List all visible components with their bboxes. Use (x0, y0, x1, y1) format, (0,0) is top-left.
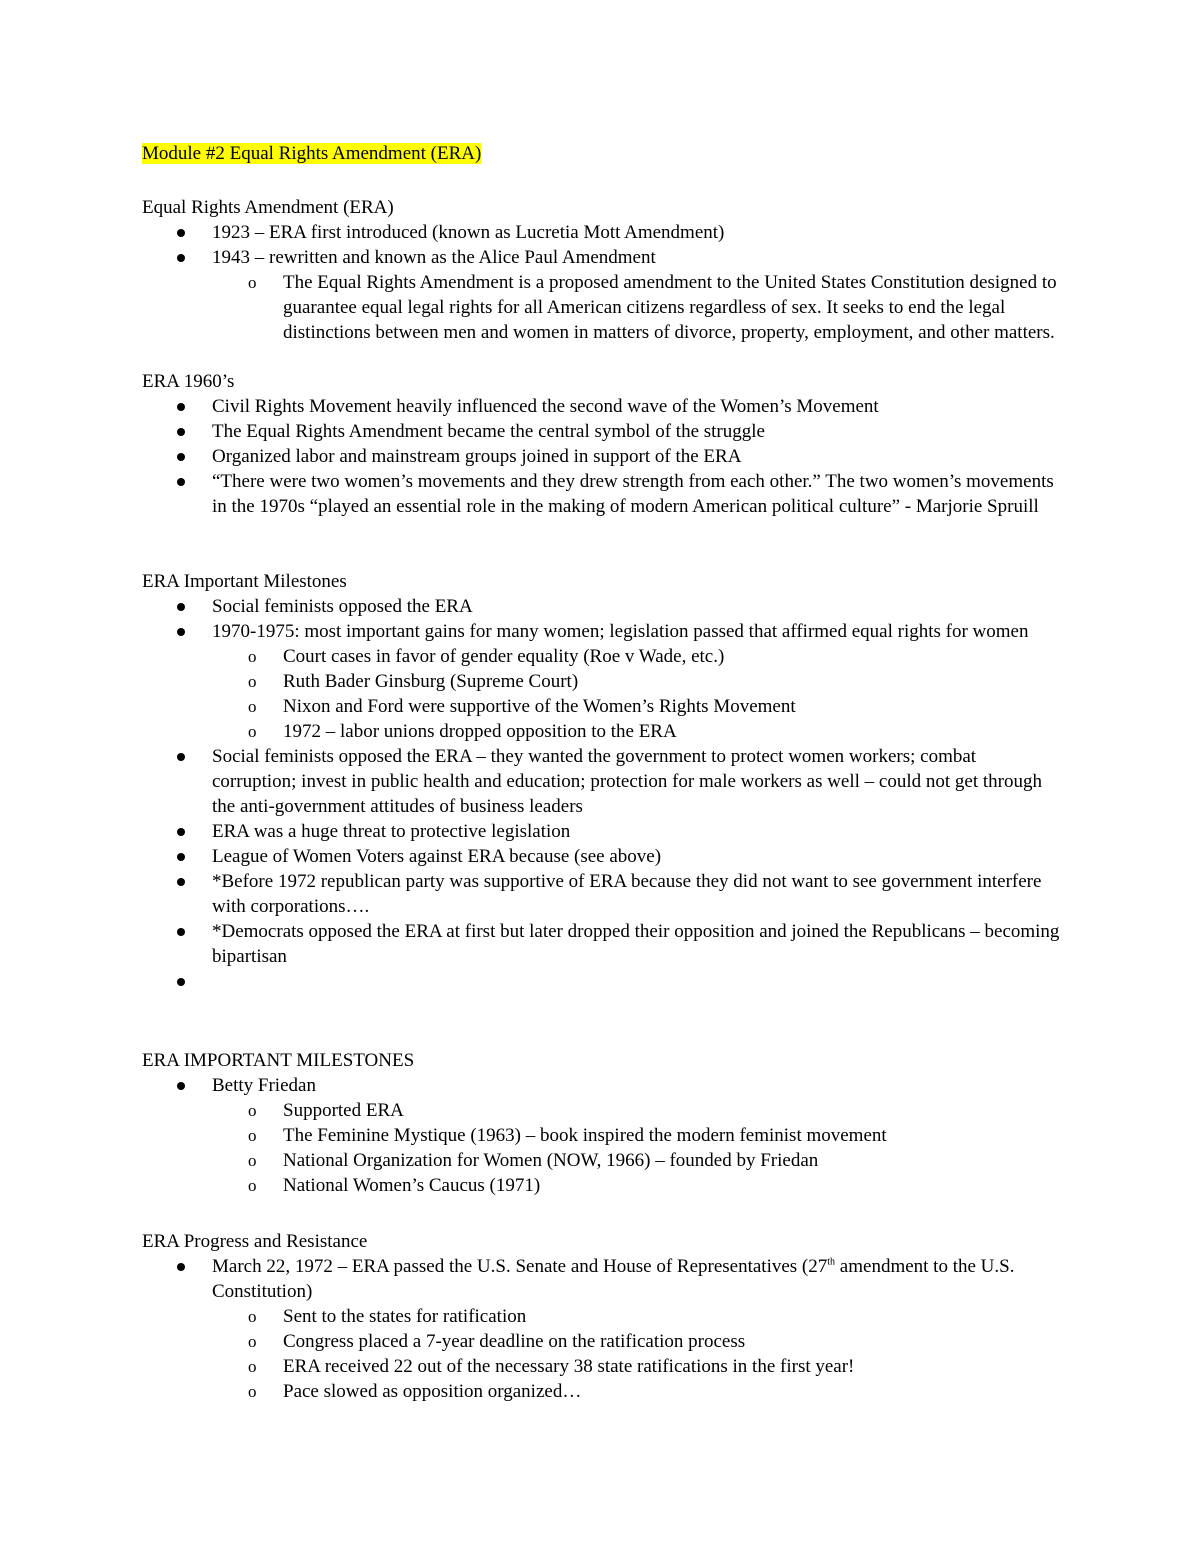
bullet-item: 1923 – ERA first introduced (known as Lucretia Mott Amendment) (142, 220, 1062, 245)
sub-bullet-item: o Nixon and Ford were supportive of the Women’s Rights Movement (142, 694, 1062, 719)
sub-bullet-item: o The Feminine Mystique (1963) – book inspired the modern feminist movement (142, 1123, 1062, 1148)
bullet-item: ERA was a huge threat to protective legislation (142, 819, 1062, 844)
sub-bullet-item: o ERA received 22 out of the necessary 38 state ratifications in the first year! (142, 1354, 1062, 1379)
section-era-important-milestones (142, 1048, 1062, 1198)
sub-bullet-item: o Court cases in favor of gender equality (Roe v Wade, etc.) (142, 644, 1062, 669)
bullet-text: amendment to the U.S. Constitution) (212, 1256, 1015, 1302)
page-title (142, 140, 481, 168)
section-era-intro (142, 195, 1062, 345)
section-heading: ERA IMPORTANT MILESTONES (142, 1050, 415, 1071)
empty-bullet-item (142, 969, 1062, 994)
sub-bullet-item: o Sent to the states for ratification (142, 1304, 1062, 1329)
section-heading: ERA Important Milestones (142, 571, 347, 592)
bullet-item: Betty Friedan (142, 1073, 1062, 1098)
bullet-text: March 22, 1972 – ERA passed the U.S. Senate and House of Representatives (27 (212, 1256, 828, 1277)
section-era-milestones (142, 569, 1062, 994)
section-era-progress (142, 1229, 1062, 1404)
bullet-item: *Before 1972 republican party was supportive of ERA because they did not want to see government interfere with corporations…. (142, 869, 1062, 919)
highlighted-title: Module #2 Equal Rights Amendment (ERA) (142, 143, 482, 164)
bullet-item: The Equal Rights Amendment became the central symbol of the struggle (142, 419, 1062, 444)
section-era-1960s (142, 369, 1062, 519)
bullet-item: 1970-1975: most important gains for many women; legislation passed that affirmed equal rights for women (142, 619, 1062, 644)
sub-bullet-item: o 1972 – labor unions dropped opposition to the ERA (142, 719, 1062, 744)
section-heading: Equal Rights Amendment (ERA) (142, 197, 394, 218)
bullet-item: 1943 – rewritten and known as the Alice Paul Amendment (142, 245, 1062, 270)
bullet-item (142, 1254, 1062, 1304)
sub-bullet-item: o National Women’s Caucus (1971) (142, 1173, 1062, 1198)
sub-bullet-item: o Ruth Bader Ginsburg (Supreme Court) (142, 669, 1062, 694)
bullet-item: Social feminists opposed the ERA (142, 594, 1062, 619)
sub-bullet-item: o Supported ERA (142, 1098, 1062, 1123)
bullet-item: Civil Rights Movement heavily influenced the second wave of the Women’s Movement (142, 394, 1062, 419)
bullet-item: *Democrats opposed the ERA at first but later dropped their opposition and joined the Republicans – becoming bipartisan (142, 919, 1062, 969)
superscript-text: th (827, 1256, 836, 1268)
sub-bullet-item: o National Organization for Women (NOW, 1966) – founded by Friedan (142, 1148, 1062, 1173)
bullet-item: Social feminists opposed the ERA – they wanted the government to protect women workers; combat corruption; invest in public health and education; protection for male workers as well – could not get through the anti-government attitudes of business leaders (142, 744, 1062, 819)
sub-bullet-item: o Pace slowed as opposition organized… (142, 1379, 1062, 1404)
sub-bullet-item: o Congress placed a 7-year deadline on the ratification process (142, 1329, 1062, 1354)
section-heading: ERA 1960’s (142, 371, 235, 392)
bullet-item: Organized labor and mainstream groups joined in support of the ERA (142, 444, 1062, 469)
bullet-item: League of Women Voters against ERA because (see above) (142, 844, 1062, 869)
sub-bullet-item: o The Equal Rights Amendment is a proposed amendment to the United States Constitution designed to guarantee equal legal rights for all American citizens regardless of sex. It seeks to end the legal distinctions between men and women in matters of divorce, property, employment, and other matters. (142, 270, 1062, 345)
section-heading: ERA Progress and Resistance (142, 1231, 368, 1252)
bullet-item: “There were two women’s movements and they drew strength from each other.” The two women’s movements in the 1970s “played an essential role in the making of modern American political culture” - Marjorie Spruill (142, 469, 1062, 519)
